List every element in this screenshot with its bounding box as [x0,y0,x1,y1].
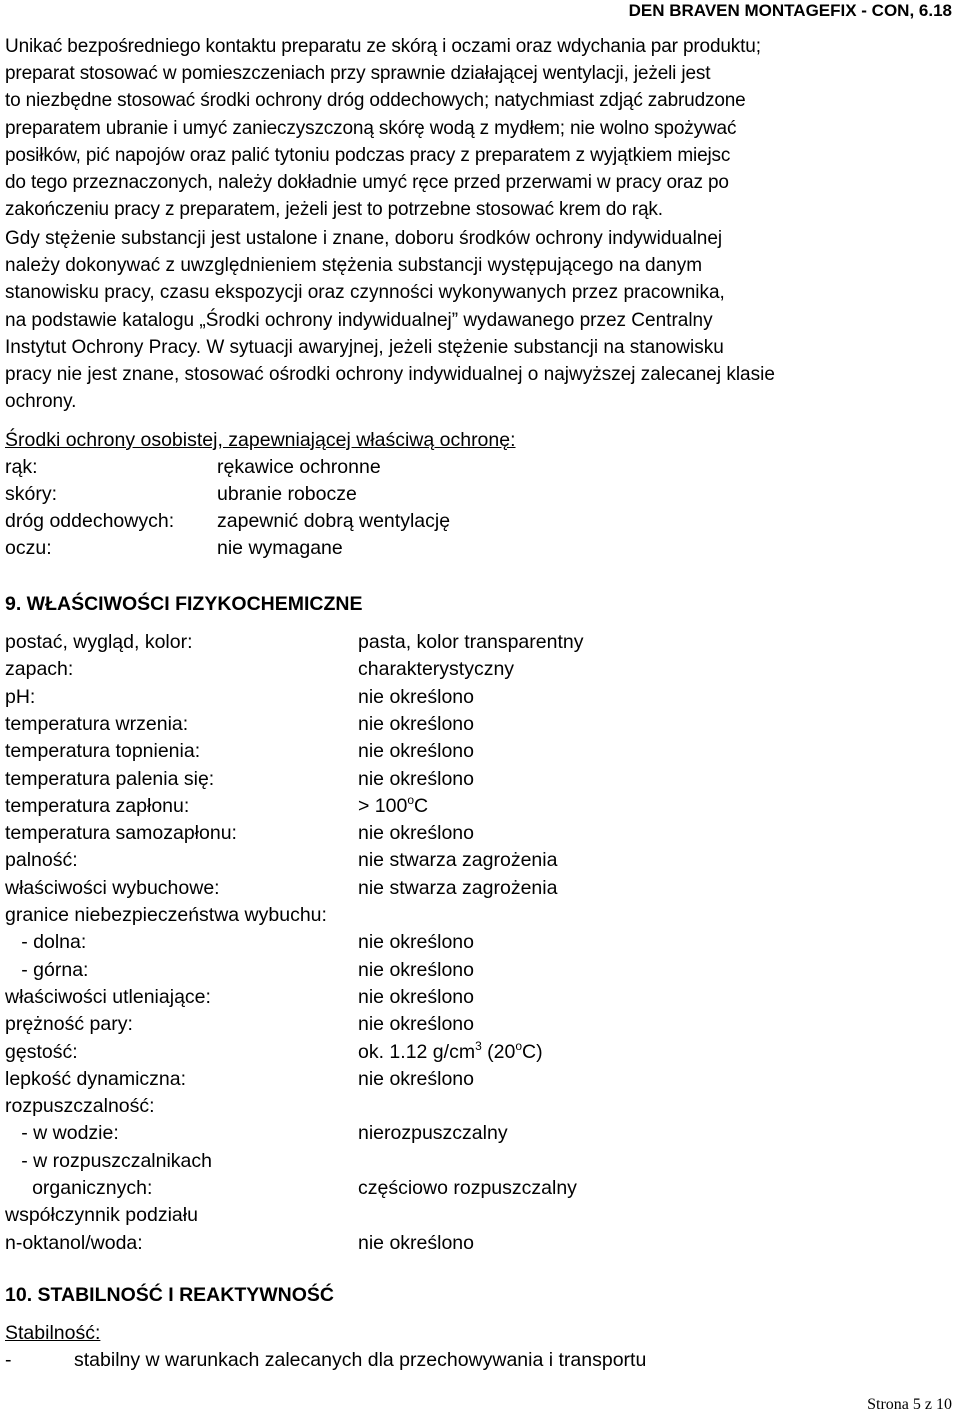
stability-subheading: Stabilność: [5,1322,101,1344]
property-value: nie stwarza zagrożenia [358,876,558,899]
property-label: n-oktanol/woda: [5,1231,143,1254]
property-label: pH: [5,685,36,708]
ppe-label: dróg oddechowych: [5,510,175,532]
section-10-title: 10. STABILNOŚĆ I REAKTYWNOŚĆ [5,1284,334,1306]
property-label: postać, wygląd, kolor: [5,631,193,653]
ppe-heading: Środki ochrony osobistej, zapewniającej właściwą ochronę: [5,429,516,451]
property-value: nie określono [358,1013,474,1036]
property-label: rozpuszczalność: [5,1095,155,1118]
ppe-label: rąk: [5,456,38,478]
ppe-value: ubranie robocze [217,483,357,505]
property-label: - w rozpuszczalnikach [5,1149,212,1172]
property-value: nie określono [358,985,474,1008]
property-label: temperatura palenia się: [5,767,215,790]
value-part: > 100 [358,794,408,817]
property-label: - w wodzie: [5,1122,119,1145]
property-value: nie określono [358,1231,474,1254]
ppe-value: nie wymagane [217,537,343,559]
property-value: nie określono [358,958,474,981]
property-value: nie określono [358,1067,474,1090]
property-value: charakterystyczny [358,658,515,681]
stability-text: stabilny w warunkach zalecanych dla przechowywania i transportu [74,1349,647,1371]
intro-paragraph-1: Unikać bezpośredniego kontaktu preparatu ze skórą i oczami oraz wdychania par produktu; preparat stosować w pomieszczeniach przy sprawnie działającej wentylacji, jeżeli jest to niezbędne stosować środki ochrony dróg oddechowych; natychmiast zdjąć zabrudzone preparatem ubranie i umyć zanieczyszczoną skórę wodą z mydłem; nie wolno spożywać posiłków, pić napojów oraz palić tytoniu podczas pracy z preparatem z wyjątkiem miejsc do tego przeznaczonych, należy dokładnie umyć ręce przed przerwami w pracy oraz po zakończeniu pracy z preparatem, jeżeli jest to potrzebne stosować krem do rąk. [5,36,761,221]
property-label: temperatura topnienia: [5,740,201,763]
property-label: temperatura wrzenia: [5,712,189,735]
ppe-value: rękawice ochronne [217,456,381,478]
property-label: temperatura samozapłonu: [5,822,237,845]
property-label: lepkość dynamiczna: [5,1067,187,1090]
value-part: C [414,794,429,817]
property-value: nie określono [358,712,474,735]
property-value [358,793,428,820]
property-value: nie określono [358,931,474,954]
stability-item [5,1347,955,1374]
property-value: pasta, kolor transparentny [358,631,584,653]
document-header: DEN BRAVEN MONTAGEFIX - CON, 6.18 [628,1,952,20]
property-value: nie określono [358,685,474,708]
property-value: częściowo rozpuszczalny [358,1177,577,1199]
property-value [358,1039,543,1066]
property-label: organicznych: [5,1177,153,1199]
property-value: nie stwarza zagrożenia [358,849,558,872]
page-number: Strona 5 z 10 [867,1396,952,1413]
property-label: - górna: [5,958,89,981]
value-part: C) [522,1040,543,1063]
property-label: gęstość: [5,1040,78,1063]
property-label: współczynnik podziału [5,1204,198,1227]
property-label: zapach: [5,658,74,681]
property-value: nie określono [358,767,474,790]
superscript: o [407,792,415,807]
ppe-label: skóry: [5,483,58,505]
ppe-value: zapewnić dobrą wentylację [217,510,451,532]
property-value: nie określono [358,740,474,763]
property-label: temperatura zapłonu: [5,794,190,817]
property-value: nie określono [358,822,474,845]
property-label: granice niebezpieczeństwa wybuchu: [5,904,327,926]
section-9-title: 9. WŁAŚCIWOŚCI FIZYKOCHEMICZNE [5,593,363,615]
superscript: o [515,1038,523,1053]
list-dash: - [5,1349,12,1371]
property-value: nierozpuszczalny [358,1122,508,1145]
ppe-label: oczu: [5,537,52,559]
value-part: ok. 1.12 g/cm [358,1040,476,1063]
property-label: prężność pary: [5,1013,133,1036]
value-part: (20 [481,1040,516,1063]
property-label: właściwości utleniające: [5,985,211,1008]
intro-paragraph-2: Gdy stężenie substancji jest ustalone i znane, doboru środków ochrony indywidualnej należy dokonywać z uwzględnieniem stężenia substancji występującego na danym stanowisku pracy, czasu ekspozycji oraz czynności wykonywanych przez pracownika, na podstawie katalogu „Środki ochrony indywidualnej” wydawanego przez Centralny Instytut Ochrony Pracy. W sytuacji awaryjnej, jeżeli stężenie substancji na stanowisku pracy nie jest znane, stosować ośrodki ochrony indywidualnej o najwyższej zalecanej klasie ochrony. [5,228,775,413]
property-label: - dolna: [5,931,87,954]
superscript: 3 [475,1038,482,1053]
property-label: palność: [5,849,78,872]
property-label: właściwości wybuchowe: [5,876,220,899]
